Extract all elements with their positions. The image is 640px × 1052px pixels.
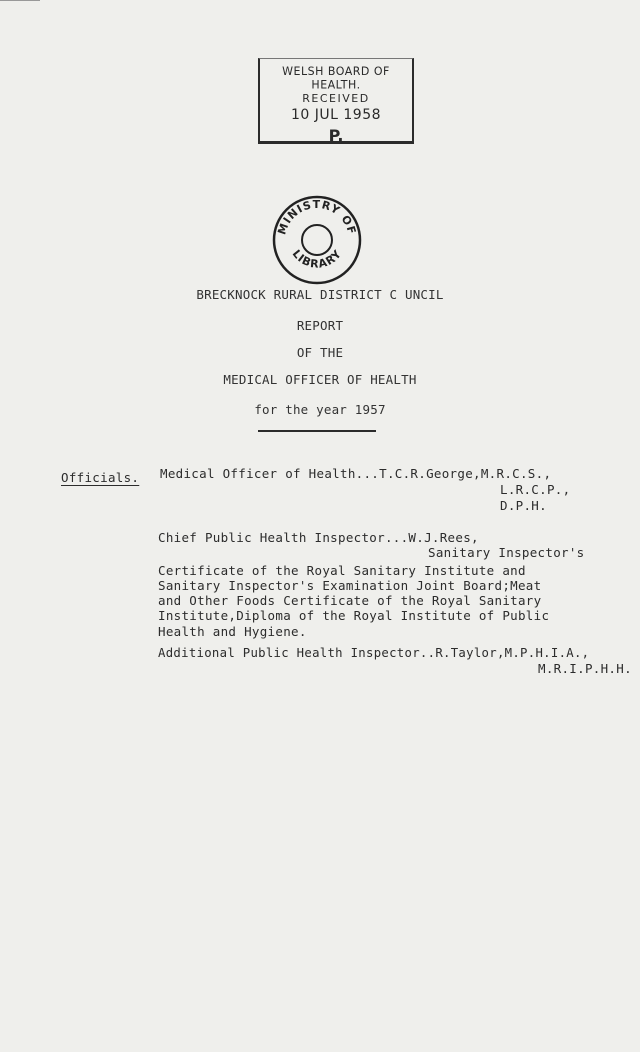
received-stamp — [258, 58, 414, 144]
certificate-line-5: Health and Hygiene. — [158, 624, 307, 639]
of-the-title: OF THE — [296, 345, 344, 360]
moh-qualifications-2: D.P.H. — [500, 498, 547, 513]
stamp-line-board: WELSH BOARD OF HEALTH. — [282, 64, 390, 92]
stamp-line-date: 10 JUL 1958 — [290, 107, 382, 123]
moh-title: MEDICAL OFFICER OF HEALTH — [223, 372, 417, 387]
certificate-line-3: and Other Foods Certificate of the Royal Sanitary — [158, 593, 542, 608]
svg-text:LIBRARY — [290, 247, 345, 271]
certificate-line-4: Institute,Diploma of the Royal Institute of Public — [158, 608, 550, 623]
year-title: for the year 1957 — [254, 402, 386, 417]
certificate-line-1: Certificate of the Royal Sanitary Institute and — [158, 563, 526, 578]
stamp-line-received: RECEIVED — [302, 92, 370, 105]
aphi-qualifications: M.R.I.P.H.H. — [538, 661, 632, 676]
library-seal-icon — [271, 194, 363, 286]
corner-mark — [0, 0, 40, 5]
heading-divider — [258, 430, 376, 432]
council-title: BRECKNOCK RURAL DISTRICT C UNCIL — [196, 287, 444, 302]
moh-qualifications-1: L.R.C.P., — [500, 482, 571, 497]
aphi-line: Additional Public Health Inspector..R.Taylor,M.P.H.I.A., — [158, 646, 590, 660]
report-title: REPORT — [296, 318, 344, 333]
cphi-qualifications: Sanitary Inspector's — [428, 545, 585, 560]
seal-top-text: MINISTRY OF — [275, 197, 359, 237]
seal-bottom-text: LIBRARY — [289, 247, 345, 271]
certificate-line-2: Sanitary Inspector's Examination Joint Board;Meat — [158, 578, 542, 593]
cphi-line: Chief Public Health Inspector...W.J.Rees, — [158, 530, 479, 545]
moh-line: Medical Officer of Health...T.C.R.George,M.R.C.S., — [160, 466, 552, 481]
svg-text:MINISTRY OF — [275, 198, 358, 236]
officials-label: Officials. — [61, 470, 140, 485]
stamp-line-initial: P. — [328, 126, 344, 145]
